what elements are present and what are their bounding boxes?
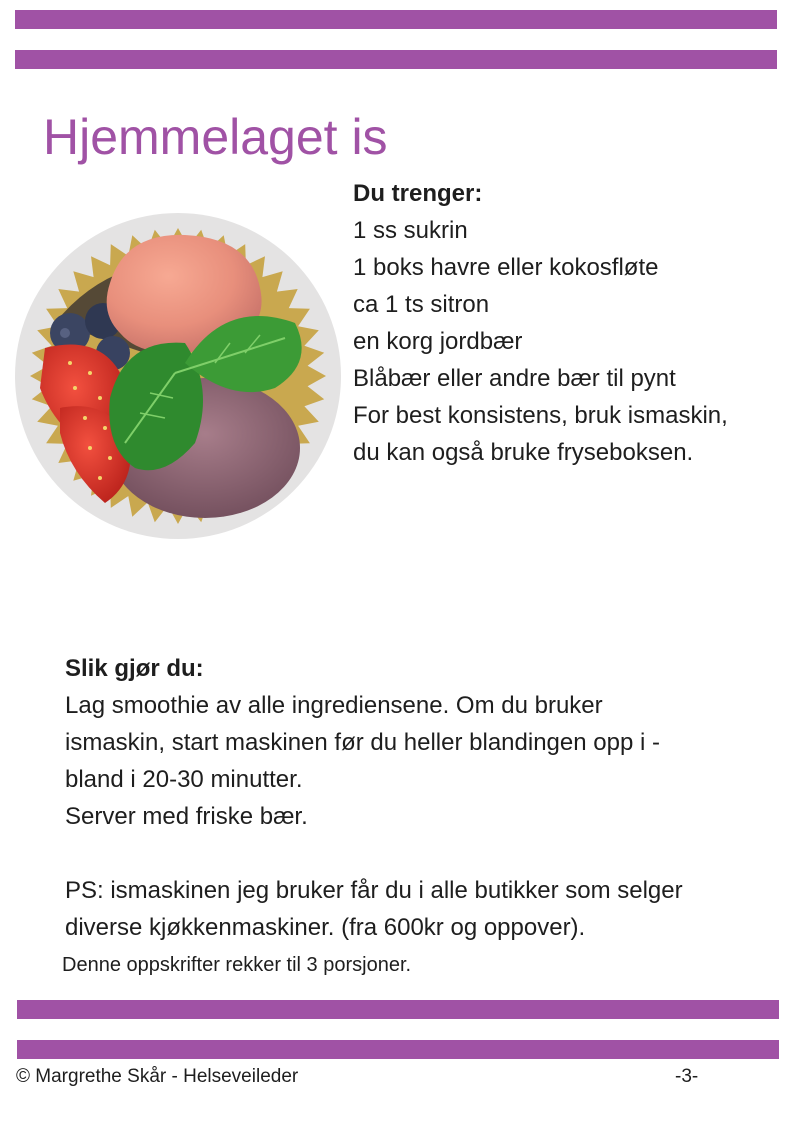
paragraph-gap [65,835,775,872]
method-line: bland i 20-30 minutter. [65,766,303,793]
ingredient-line: ca 1 ts sitron [353,291,490,318]
page-title: Hjemmelaget is [43,109,388,165]
page-number: -3- [675,1066,699,1087]
method-line: ismaskin, start maskinen før du heller blandingen opp i - [65,729,660,756]
ingredient-line: 1 ss sukrin [353,217,468,244]
ps-line: PS: ismaskinen jeg bruker får du i alle butikker som selger [65,877,683,904]
footer-author: © Margrethe Skår - Helseveileder [16,1066,299,1087]
ingredient-line: du kan også bruke fryseboksen. [353,439,694,466]
ingredient-line: 1 boks havre eller kokosfløte [353,254,659,281]
top-bar-1 [15,10,777,29]
ice-cream-photo [15,213,341,539]
ingredients-section [353,175,793,471]
bottom-bar-2 [17,1040,779,1059]
method-line: Lag smoothie av alle ingrediensene. Om du bruker [65,692,603,719]
top-bar-2 [15,50,777,69]
ingredients-heading: Du trenger: [353,180,483,207]
portions-note: Denne oppskrifter rekker til 3 porsjoner. [62,954,412,976]
method-section [65,650,775,946]
ps-line: diverse kjøkkenmaskiner. (fra 600kr og oppover). [65,914,586,941]
ingredient-line: en korg jordbær [353,328,523,355]
method-heading: Slik gjør du: [65,655,204,682]
ingredient-line: For best konsistens, bruk ismaskin, [353,402,728,429]
ingredient-line: Blåbær eller andre bær til pynt [353,365,676,392]
bottom-bar-1 [17,1000,779,1019]
method-line: Server med friske bær. [65,803,308,830]
